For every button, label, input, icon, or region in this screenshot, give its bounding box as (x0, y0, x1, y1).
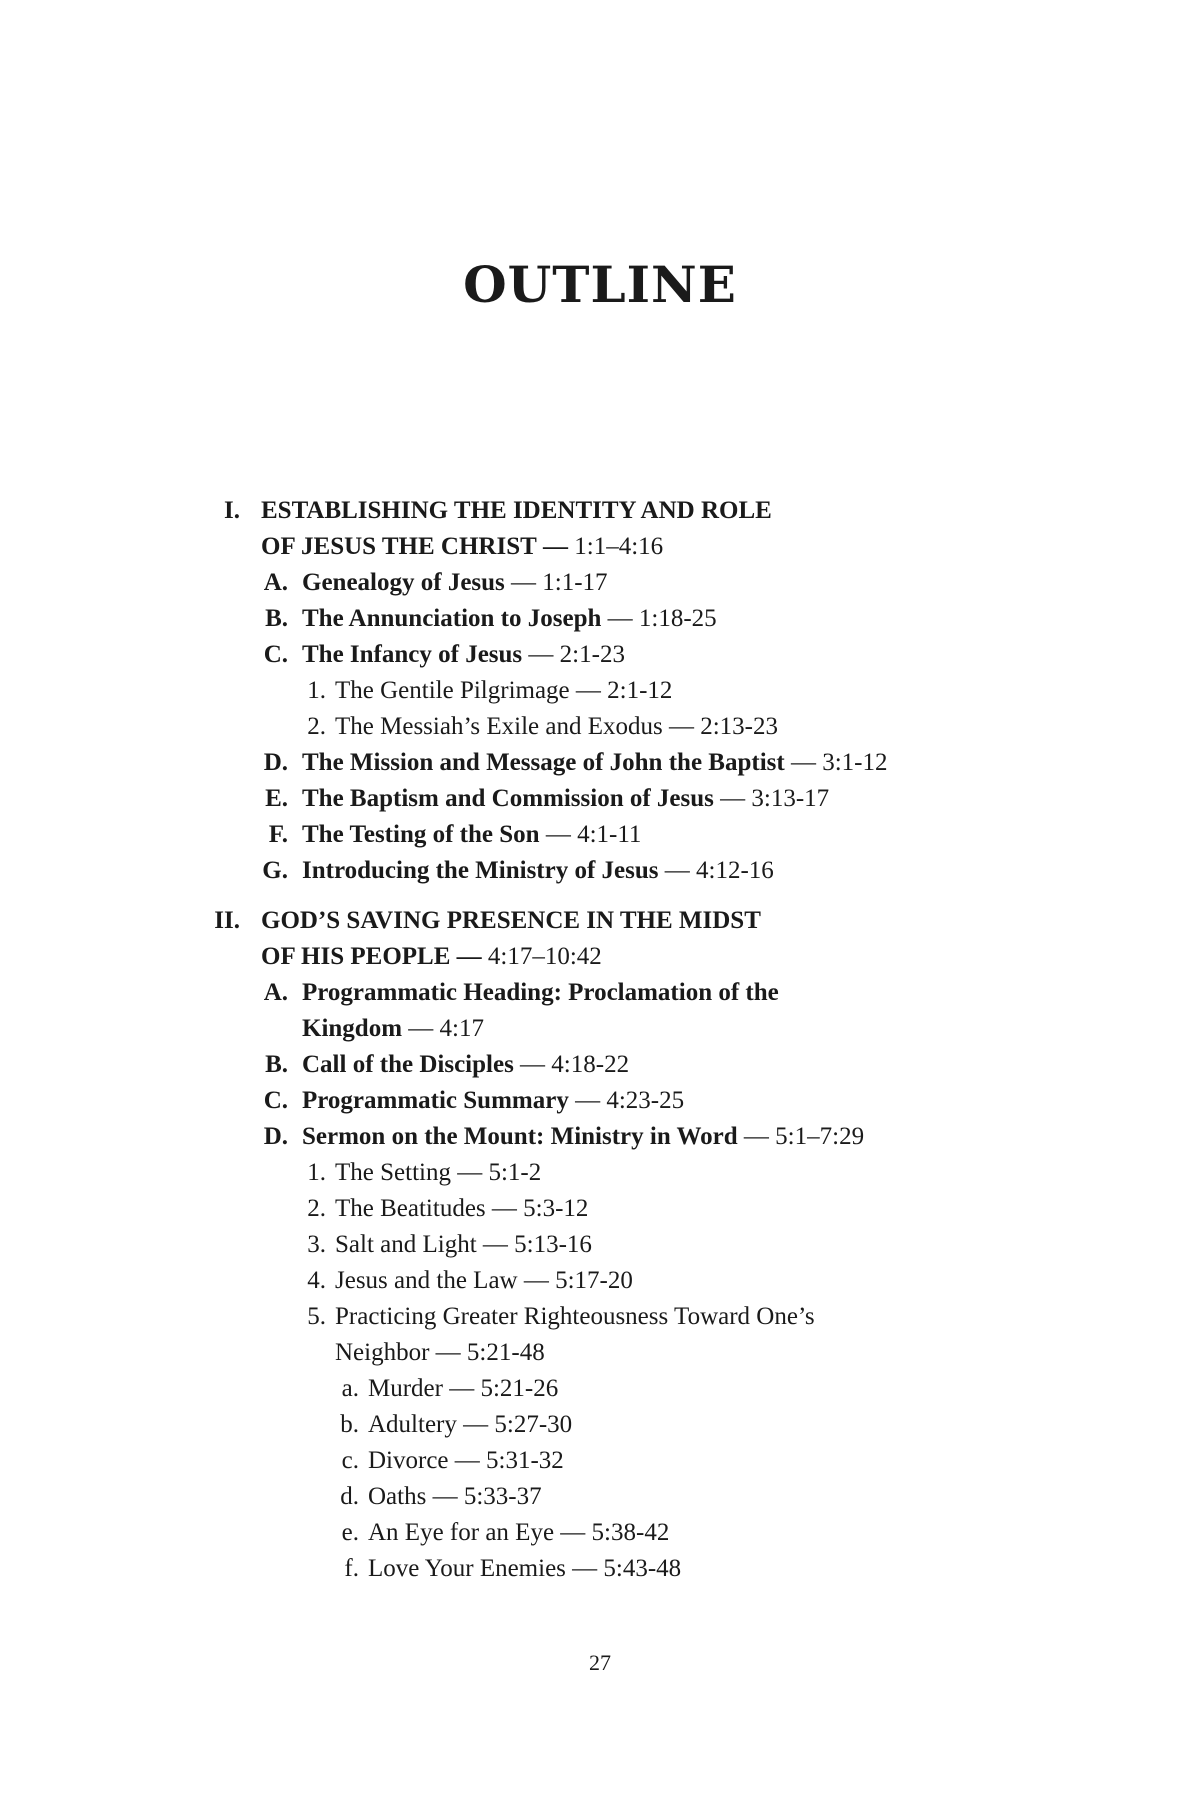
item-label: A. (263, 979, 288, 1006)
item-title: Call of the Disciples (302, 1051, 514, 1078)
outline-item (0, 1119, 1200, 1155)
dash: — (575, 1087, 601, 1114)
subsubitem-title: Adultery (368, 1411, 457, 1438)
item-label: B. (265, 1051, 288, 1078)
item-title: The Annunciation to Joseph (302, 605, 602, 632)
subitem-title: Jesus and the Law (335, 1267, 518, 1294)
scripture-ref: 5:21-48 (466, 1339, 545, 1366)
dash: — (607, 605, 633, 632)
section-title: GOD’S SAVING PRESENCE IN THE MIDST (261, 907, 761, 934)
subitem-label: 2. (307, 1195, 326, 1222)
subsubitem-label: e. (341, 1519, 359, 1546)
scripture-ref: 1:1-17 (542, 569, 608, 596)
dash: — (523, 1267, 549, 1294)
subitem-label: 3. (307, 1231, 326, 1258)
section-heading (0, 493, 1200, 529)
section-heading-continued (0, 529, 1200, 565)
dash: — (720, 785, 746, 812)
scripture-ref: 5:27-30 (494, 1411, 573, 1438)
scripture-ref: 4:17 (439, 1015, 484, 1042)
section-title: OF JESUS THE CHRIST (261, 533, 537, 560)
dash: — (456, 943, 482, 970)
page-title: OUTLINE (463, 255, 737, 314)
outline-subsubitem (0, 1407, 1200, 1443)
scripture-ref: 4:18-22 (551, 1051, 630, 1078)
item-label: A. (263, 569, 288, 596)
subitem-label: 1. (307, 1159, 326, 1186)
dash: — (457, 1159, 483, 1186)
subitem-label: 5. (307, 1303, 326, 1330)
scripture-ref: 5:1-2 (488, 1159, 542, 1186)
outline-subitem (0, 673, 1200, 709)
item-title: Programmatic Summary (302, 1087, 569, 1114)
item-title: The Mission and Message of John the Baptist (302, 749, 785, 776)
dash: — (560, 1519, 586, 1546)
outline-subitem (0, 1227, 1200, 1263)
outline-subitem (0, 1299, 1200, 1335)
section-spacer (0, 889, 1200, 903)
outline-item (0, 853, 1200, 889)
outline-item (0, 975, 1200, 1011)
outline-item (0, 565, 1200, 601)
subitem-label: 2. (307, 713, 326, 740)
scripture-ref: 5:3-12 (523, 1195, 589, 1222)
dash: — (454, 1447, 480, 1474)
outline-subsubitem (0, 1551, 1200, 1587)
item-title: Genealogy of Jesus (302, 569, 505, 596)
scripture-ref: 2:1-12 (607, 677, 673, 704)
subsubitem-label: d. (340, 1483, 359, 1510)
subsubitem-label: c. (341, 1447, 359, 1474)
section-title: OF HIS PEOPLE (261, 943, 451, 970)
item-label: B. (265, 605, 288, 632)
outline-list (0, 493, 1200, 1587)
scripture-ref: 4:1-11 (577, 821, 642, 848)
scripture-ref: 1:1–4:16 (574, 533, 664, 560)
scripture-ref: 5:1–7:29 (775, 1123, 865, 1150)
outline-subsubitem (0, 1443, 1200, 1479)
scripture-ref: 5:38-42 (591, 1519, 670, 1546)
subsubitem-label: f. (344, 1555, 359, 1582)
dash: — (790, 749, 816, 776)
page-number: 27 (589, 1650, 611, 1675)
outline-subitem (0, 1191, 1200, 1227)
item-title: Sermon on the Mount: Ministry in Word (302, 1123, 738, 1150)
subsubitem-title: Love Your Enemies (368, 1555, 566, 1582)
scripture-ref: 4:17–10:42 (487, 943, 602, 970)
outline-item (0, 817, 1200, 853)
dash: — (575, 677, 601, 704)
item-label: D. (263, 1123, 288, 1150)
section-heading (0, 903, 1200, 939)
outline-subitem (0, 1155, 1200, 1191)
scripture-ref: 5:17-20 (555, 1267, 633, 1294)
item-title: Kingdom (302, 1015, 403, 1042)
outline-item (0, 1083, 1200, 1119)
subsubitem-label: a. (341, 1375, 359, 1402)
outline-subsubitem (0, 1371, 1200, 1407)
subsubitem-title: Murder (368, 1375, 443, 1402)
subsubitem-title: Oaths (368, 1483, 427, 1510)
outline-subitem (0, 709, 1200, 745)
outline-item (0, 781, 1200, 817)
outline-item-continued (0, 1011, 1200, 1047)
subitem-label: 4. (307, 1267, 326, 1294)
outline-item (0, 745, 1200, 781)
item-title: The Baptism and Commission of Jesus (302, 785, 714, 812)
dash: — (511, 569, 537, 596)
subitem-title: The Setting (335, 1159, 451, 1186)
item-label: C. (263, 641, 288, 668)
item-label: G. (262, 857, 288, 884)
item-label: F. (268, 821, 288, 848)
dash: — (408, 1015, 434, 1042)
subsubitem-label: b. (340, 1411, 359, 1438)
dash: — (463, 1411, 489, 1438)
subitem-title: Neighbor (335, 1339, 430, 1366)
item-label: E. (265, 785, 288, 812)
scripture-ref: 1:18-25 (638, 605, 717, 632)
section-label: II. (214, 907, 240, 934)
scripture-ref: 5:33-37 (463, 1483, 542, 1510)
dash: — (664, 857, 690, 884)
section-title: ESTABLISHING THE IDENTITY AND ROLE (261, 497, 772, 524)
scripture-ref: 3:13-17 (751, 785, 830, 812)
outline-item (0, 637, 1200, 673)
dash: — (449, 1375, 475, 1402)
item-label: D. (263, 749, 288, 776)
item-label: C. (263, 1087, 288, 1114)
outline-subsubitem (0, 1479, 1200, 1515)
dash: — (432, 1483, 458, 1510)
item-title: Introducing the Ministry of Jesus (302, 857, 659, 884)
scripture-ref: 3:1-12 (822, 749, 888, 776)
scripture-ref: 4:12-16 (696, 857, 774, 884)
item-title: The Testing of the Son (302, 821, 540, 848)
scripture-ref: 2:13-23 (700, 713, 779, 740)
section-label: I. (224, 497, 240, 524)
section-heading-continued (0, 939, 1200, 975)
dash: — (520, 1051, 546, 1078)
dash: — (482, 1231, 508, 1258)
dash: — (543, 533, 569, 560)
scripture-ref: 5:31-32 (486, 1447, 564, 1474)
scripture-ref: 2:1-23 (559, 641, 625, 668)
subitem-label: 1. (307, 677, 326, 704)
scripture-ref: 5:21-26 (480, 1375, 559, 1402)
scripture-ref: 5:43-48 (603, 1555, 682, 1582)
dash: — (572, 1555, 598, 1582)
subitem-title: The Beatitudes (335, 1195, 486, 1222)
subsubitem-title: Divorce (368, 1447, 449, 1474)
outline-item (0, 601, 1200, 637)
outline-item (0, 1047, 1200, 1083)
outline-subsubitem (0, 1515, 1200, 1551)
subitem-title: Practicing Greater Righteousness Toward One’s (335, 1303, 815, 1330)
subitem-title: The Messiah’s Exile and Exodus (335, 713, 663, 740)
dash: — (491, 1195, 517, 1222)
outline-subitem (0, 1263, 1200, 1299)
dash: — (743, 1123, 769, 1150)
subsubitem-title: An Eye for an Eye (368, 1519, 555, 1546)
dash: — (528, 641, 554, 668)
scripture-ref: 5:13-16 (514, 1231, 592, 1258)
scripture-ref: 4:23-25 (606, 1087, 685, 1114)
item-title: Programmatic Heading: Proclamation of the (302, 979, 779, 1006)
item-title: The Infancy of Jesus (302, 641, 523, 668)
dash: — (545, 821, 571, 848)
subitem-title: Salt and Light (335, 1231, 477, 1258)
dash: — (435, 1339, 461, 1366)
subitem-title: The Gentile Pilgrimage (335, 677, 570, 704)
dash: — (668, 713, 694, 740)
outline-subitem-continued (0, 1335, 1200, 1371)
